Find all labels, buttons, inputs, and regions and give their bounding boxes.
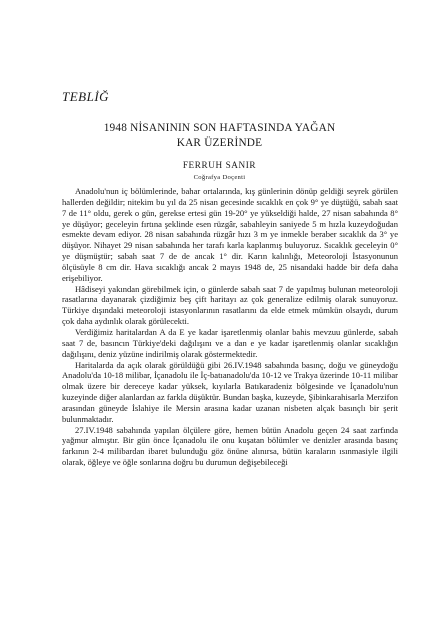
- article-title-line-1: 1948 NİSANININ SON HAFTASINDA YAĞAN: [103, 122, 336, 134]
- paragraph-2: Hâdiseyi yakından görebilmek için, o günlerde sabah saat 7 de yapılmış bulunan meteoroloji rasatlarına dayanarak çizdiğimiz beş çift haritayı az çok generalize edilmiş olarak sunuyoruz. Türkiye dışındaki meteoroloji istasyonlarının rasatlarını da elde etmek mümkün olsaydı, durum çok daha aydınlık olarak görülecekti.: [62, 283, 398, 327]
- paragraph-1: Anadolu'nun iç bölümlerinde, bahar ortalarında, kış günlerinin dönüp geldiği seyrek görülen hallerden değildir; nitekim bu yıl da 25 nisan gecesinde sıcaklık en çok 9° ye düştüğü, sabah saat 7 de 11° oldu, gerek o gün, gerekse ertesi gün 19-20° ye yükseldiği halde, 27 nisan sabahında 8° ye düşüyor; geceleyin fırtına şeklinde esen rüzgâr, sabahleyin saniyede 5 m hızla kuzeydoğudan esmekte devam ediyor. 28 nisan sabahında rüzgâr hızı 3 m ye inmekle beraber sıcaklık da 3° ye düşüyor. Nihayet 29 nisan sabahında her tarafı karla kaplanmış buluyoruz. Sıcaklık geceleyin 0° ye düşmüştür; sabah saat 7 de de ancak 1° dir. Karın kalınlığı, Meteoroloji İstasyonunun ölçüsüyle 8 cm dir. Hava sıcaklığı ancak 2 mayıs 1948 de, 25 nisandaki hadde bir defa daha erişebiliyor.: [62, 186, 398, 283]
- paragraph-5: 27.IV.1948 sabahında yapılan ölçülere göre, hemen bütün Anadolu geçen 24 saat zarfında yağmur almıştır. Bir gün önce İçanadolu ile onu kuşatan bölümler ve denizler arasında basınç farkının 2-4 milibardan ibaret bulunduğu göz önüne alınırsa, bütün karaların ısınmasiyle ilgili olarak, öğleye ve öğle sonlarına doğru bu durumun değişebileceği: [62, 424, 398, 468]
- section-label: TEBLİĞ: [62, 89, 110, 104]
- author-name: FERRUH SANIR: [182, 160, 257, 170]
- paragraph-3: Verdiğimiz haritalardan A da E ye kadar işaretlenmiş olanlar bahis mevzuu günlerde, sabah saat 7 de, basıncın Türkiye'deki dağılışını ve a dan e ye kadar işaretlenmiş olanlar sıcaklığın dağılışını, deniz yüzüne indirilmiş olarak göstermektedir.: [62, 326, 398, 359]
- paragraph-4: Haritalarda da açık olarak görüldüğü gibi 26.IV.1948 sabahında basınç, doğu ve güneydoğu Anadolu'da 10-18 milibar, İçanadolu ile İç-batıanadolu'da 10-12 ve Trakya üzerinde 10-11 milibar olmak üzere bir dereceye kadar yüksek, kıyılarla Batıkaradeniz bölgesinde ve İçanadolu'nun kuzeyinde diğer alanlardan az farkla düşüktür. Bundan başka, kuzeyde, Şibinkarahisarla Merzifon arasından güneyde İslahiye ile Mersin arasına kadar uzanan nisbeten alçak basınçlı bir şerit bulunmaktadır.: [62, 359, 398, 424]
- author-affiliation: Coğrafya Doçenti: [193, 174, 246, 181]
- article-body: [62, 186, 398, 468]
- article-title-line-2: KAR ÜZERİNDE: [176, 137, 263, 149]
